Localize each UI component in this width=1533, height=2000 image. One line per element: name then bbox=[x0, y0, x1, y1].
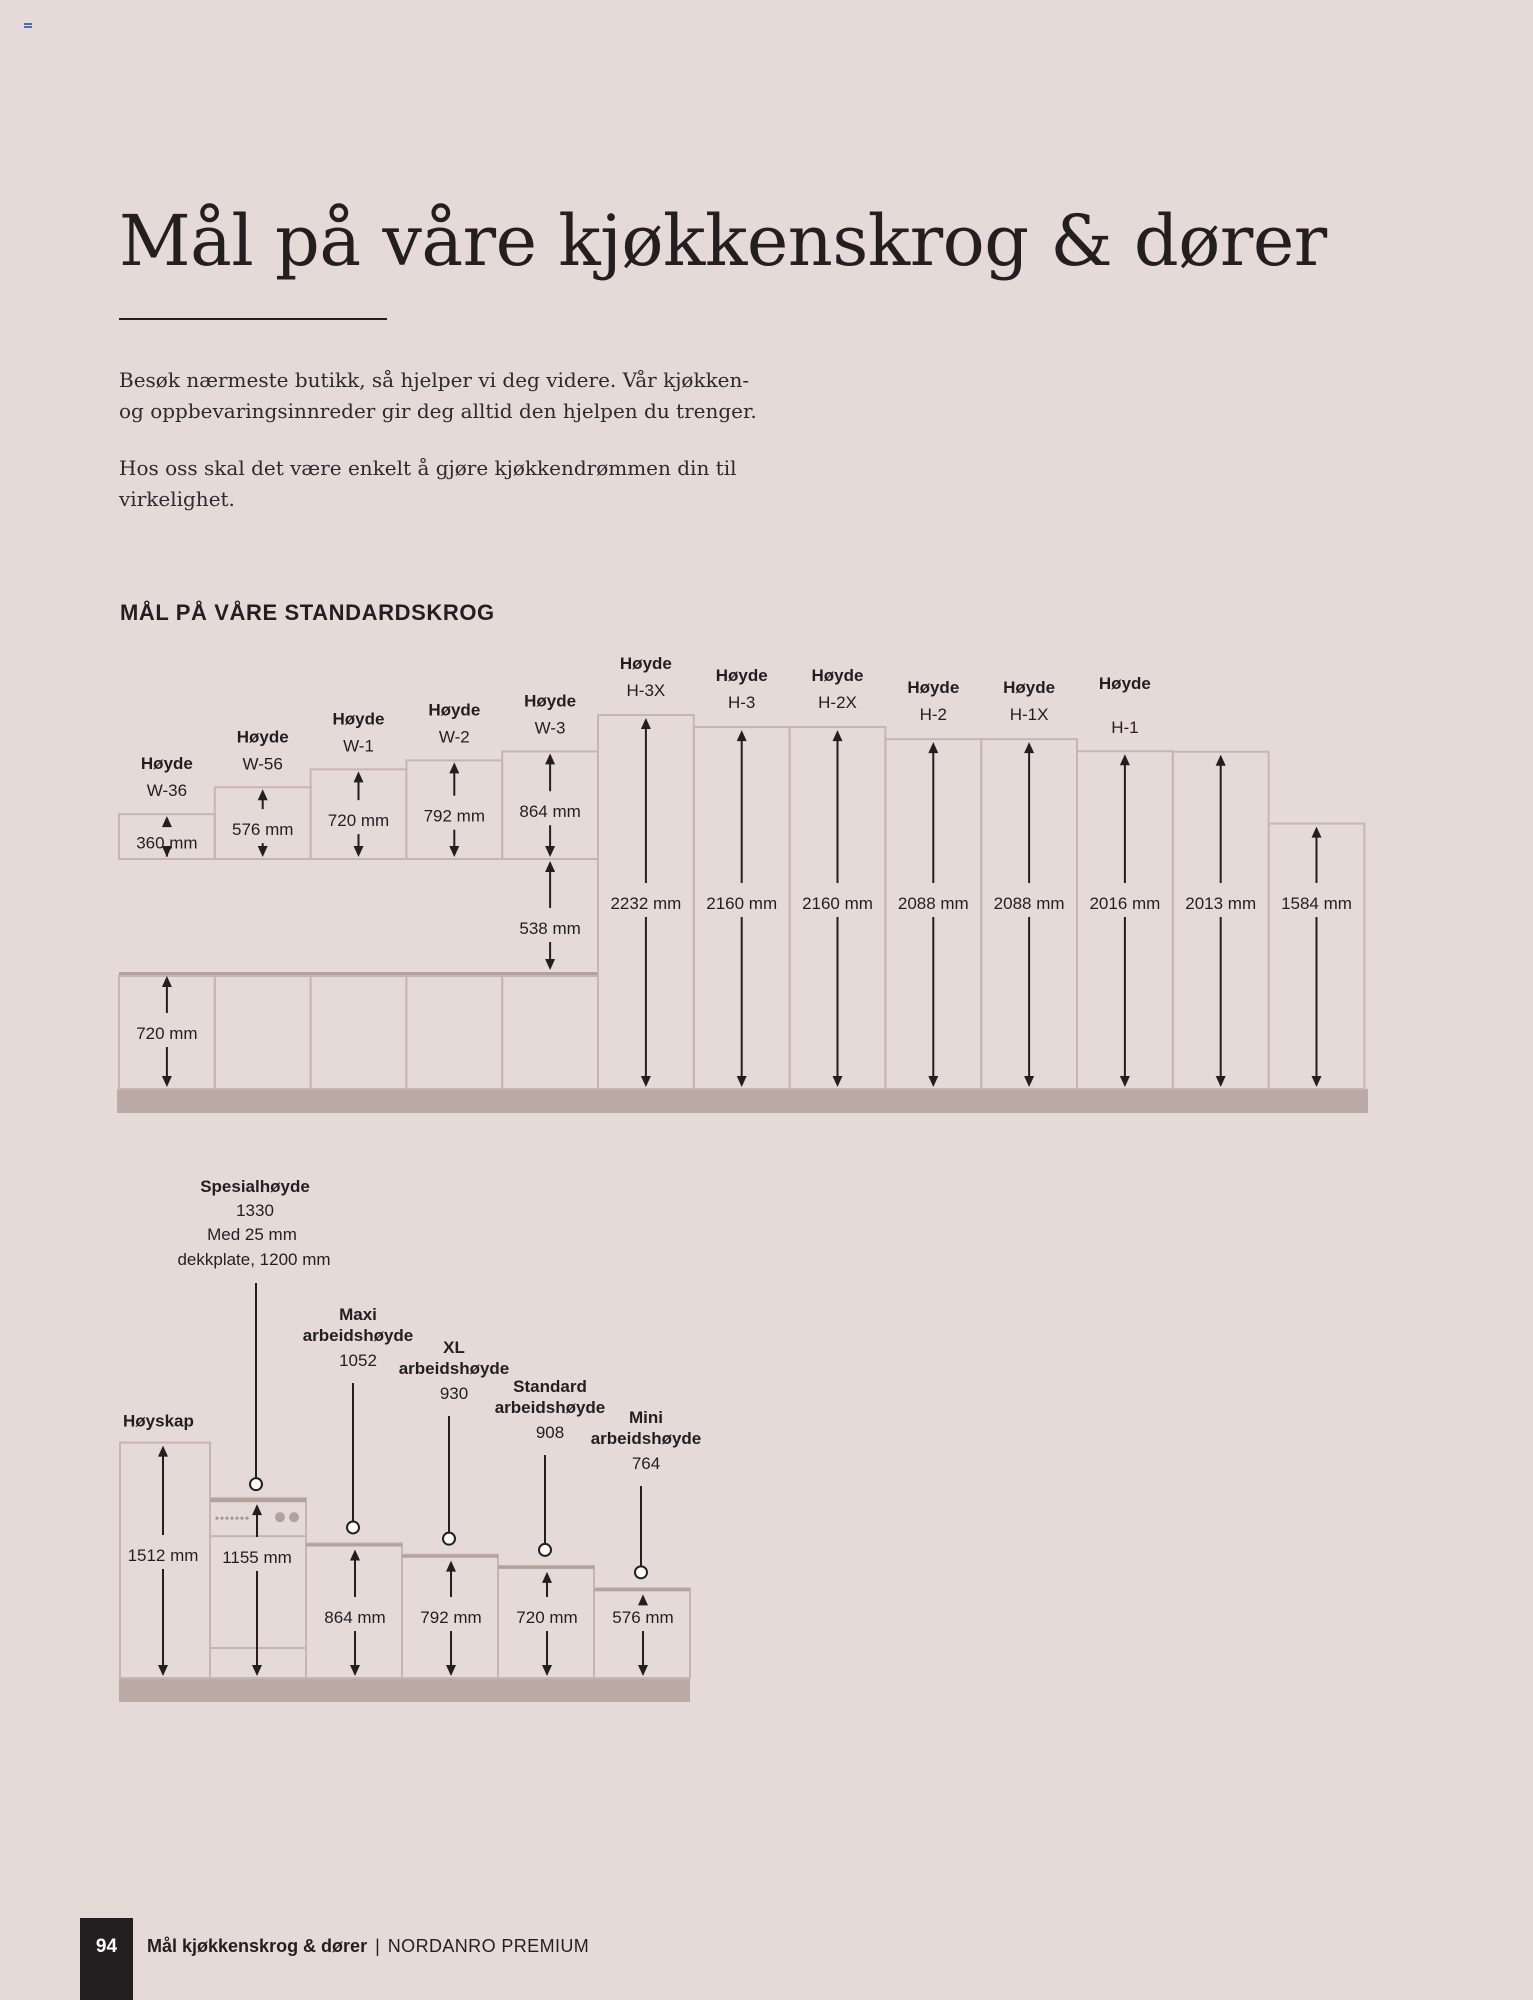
oven-knob-dot bbox=[225, 1517, 228, 1520]
work-dim-arrow-down bbox=[542, 1665, 552, 1676]
work-dim-arrow-up bbox=[446, 1561, 456, 1572]
wall-code: W-36 bbox=[146, 781, 188, 801]
tall-side-dim-arrow-down bbox=[158, 1665, 168, 1676]
work-dim-label: 720 mm bbox=[516, 1608, 578, 1627]
wall-height-label: Høyde bbox=[236, 727, 289, 747]
tall-dim-label: 2160 mm bbox=[802, 894, 873, 913]
work-label-1: XL bbox=[443, 1338, 465, 1357]
intro-paragraph-2: Hos oss skal det være enkelt å gjøre kjøkkendrømmen din til virkelighet. bbox=[119, 456, 737, 511]
floor-2 bbox=[119, 1678, 690, 1702]
tall-side-dim-arrow-up bbox=[158, 1446, 168, 1457]
oven-dial-2 bbox=[289, 1512, 299, 1522]
special-label: Spesialhøyde bbox=[200, 1177, 310, 1196]
oven-knob-dot bbox=[230, 1517, 233, 1520]
oven-knob-dot bbox=[215, 1517, 218, 1520]
tall-height-label: Høyde bbox=[715, 666, 768, 686]
page-title: Mål på våre kjøkkenskrog & dører bbox=[119, 200, 1327, 282]
wall-height-label: Høyde bbox=[428, 700, 481, 720]
work-label-2: arbeidshøyde bbox=[398, 1359, 510, 1378]
wall-dim-label: 360 mm bbox=[136, 833, 198, 853]
work-cabinet-top bbox=[498, 1566, 594, 1569]
wall-dim-label: 792 mm bbox=[423, 806, 486, 826]
work-label-1: Mini bbox=[629, 1408, 663, 1427]
work-label-1: Maxi bbox=[339, 1305, 377, 1324]
work-value: 764 bbox=[631, 1454, 661, 1473]
work-value: 930 bbox=[439, 1384, 469, 1403]
intro-paragraph-1: Besøk nærmeste butikk, så hjelper vi deg videre. Vår kjøkken- og oppbevaringsinnreder gir deg alltid den hjelpen du trenger. bbox=[119, 368, 757, 423]
tall-dim-label: 2016 mm bbox=[1089, 894, 1161, 913]
work-marker bbox=[539, 1544, 551, 1556]
work-label-2: arbeidshøyde bbox=[302, 1326, 414, 1345]
oven-dim-arrow-down bbox=[252, 1665, 262, 1676]
page-number: 94 bbox=[95, 1936, 118, 1957]
work-dim-arrow-down bbox=[350, 1665, 360, 1676]
footer-tab bbox=[80, 1918, 133, 2000]
work-label-1: Standard bbox=[513, 1377, 587, 1396]
wall-dim-label: 720 mm bbox=[327, 811, 390, 831]
wall-height-label: Høyde bbox=[140, 754, 193, 774]
tall-dim-label: 2088 mm bbox=[993, 894, 1065, 913]
footer-separator: | bbox=[375, 1936, 380, 1956]
tall-height-label: Høyde bbox=[619, 654, 672, 673]
oven-dim-arrow-up bbox=[252, 1504, 262, 1515]
work-value: 908 bbox=[535, 1423, 565, 1442]
tall-dim-label: 2232 mm bbox=[610, 894, 682, 913]
wall-code: W-2 bbox=[438, 727, 470, 747]
tall-code: H-2X bbox=[818, 693, 857, 713]
tall-height-label: Høyde bbox=[1003, 678, 1056, 698]
tall-dim-label: 2160 mm bbox=[706, 894, 778, 913]
tall-code: H-1X bbox=[1009, 705, 1049, 725]
work-cabinet-top bbox=[402, 1555, 498, 1558]
work-dim-label: 864 mm bbox=[324, 1608, 386, 1627]
tall-height-label: Høyde bbox=[1098, 674, 1151, 694]
tall-cabinet-label: Høyskap bbox=[123, 1411, 194, 1431]
tall-code: H-3X bbox=[626, 681, 666, 700]
footer-brand: NORDANRO PREMIUM bbox=[387, 1936, 590, 1956]
wall-dim-label: 864 mm bbox=[519, 802, 581, 822]
wall-code: W-56 bbox=[242, 754, 283, 774]
work-label-2: arbeidshøyde bbox=[590, 1429, 702, 1448]
tall-code: H-2 bbox=[919, 705, 948, 725]
tall-side-dim-label: 1512 mm bbox=[127, 1546, 199, 1565]
tall-dim-label: 2088 mm bbox=[897, 894, 969, 913]
tall-dim-label: 1584 mm bbox=[1281, 894, 1352, 913]
wall-height-label: Høyde bbox=[332, 709, 385, 729]
special-value: 1330 bbox=[236, 1201, 274, 1220]
work-dim-arrow-up bbox=[638, 1594, 648, 1605]
base-dim-label: 720 mm bbox=[136, 1024, 198, 1043]
oven-dial-1 bbox=[275, 1512, 285, 1522]
work-marker bbox=[347, 1521, 359, 1533]
work-dim-label: 792 mm bbox=[420, 1608, 482, 1627]
oven-cabinet-top bbox=[210, 1498, 306, 1502]
work-label-2: arbeidshøyde bbox=[494, 1398, 606, 1417]
oven-knob-dot bbox=[220, 1517, 223, 1520]
work-marker bbox=[635, 1566, 647, 1578]
wall-gap-dim-label: 538 mm bbox=[519, 919, 581, 938]
footer-title: Mål kjøkkenskrog & dører bbox=[147, 1936, 368, 1956]
wall-code: W-1 bbox=[343, 736, 374, 756]
tall-height-label: Høyde bbox=[907, 678, 960, 698]
oven-knob-dot bbox=[240, 1517, 243, 1520]
wall-code: W-3 bbox=[534, 718, 566, 738]
oven-knob-dot bbox=[235, 1517, 238, 1520]
special-note-2: dekkplate, 1200 mm bbox=[177, 1250, 331, 1269]
work-cabinet-top bbox=[306, 1543, 402, 1546]
tall-dim-label: 2013 mm bbox=[1185, 894, 1257, 913]
work-value: 1052 bbox=[339, 1351, 377, 1370]
tall-height-label: Høyde bbox=[811, 666, 864, 686]
wall-dim-label: 576 mm bbox=[231, 820, 294, 840]
work-dim-arrow-up bbox=[350, 1549, 360, 1560]
oven-knob-dot bbox=[245, 1517, 248, 1520]
work-dim-label: 576 mm bbox=[612, 1608, 674, 1627]
section-heading: MÅL PÅ VÅRE STANDARDSKROG bbox=[120, 600, 495, 625]
work-dim-arrow-down bbox=[638, 1665, 648, 1676]
oven-dim-label: 1155 mm bbox=[222, 1548, 292, 1567]
work-cabinet-top bbox=[594, 1588, 690, 1591]
work-dim-arrow-down bbox=[446, 1665, 456, 1676]
wall-height-label: Høyde bbox=[524, 691, 577, 711]
tall-code: H-3 bbox=[727, 693, 756, 713]
special-marker bbox=[250, 1478, 262, 1490]
tall-code: H-1 bbox=[1111, 718, 1139, 738]
footer bbox=[147, 1936, 589, 1957]
work-marker bbox=[443, 1533, 455, 1545]
special-note-1: Med 25 mm bbox=[207, 1225, 297, 1244]
work-dim-arrow-up bbox=[542, 1572, 552, 1583]
